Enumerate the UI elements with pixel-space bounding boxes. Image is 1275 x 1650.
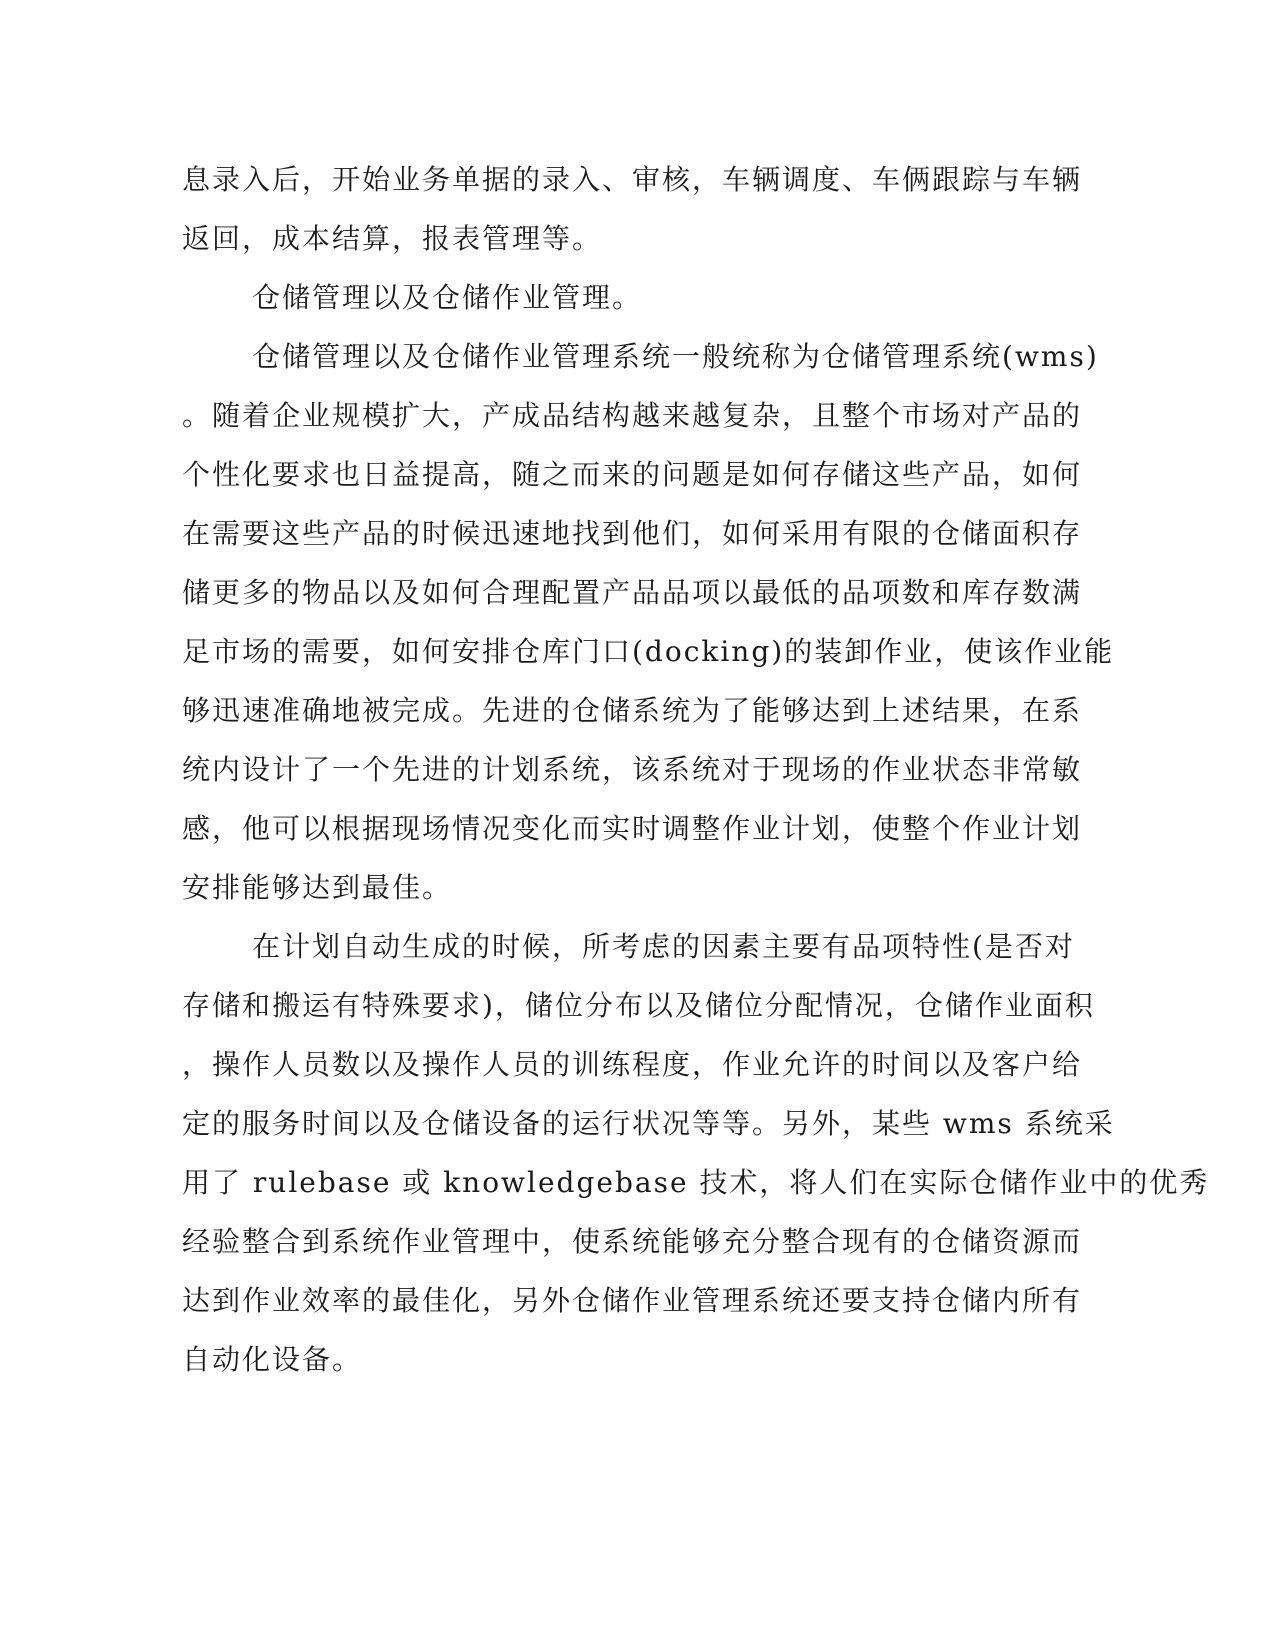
paragraph-first-line: 在计划自动生成的时候，所考虑的因素主要有品项特性(是否对 — [252, 930, 1075, 963]
text-line: 存储和搬运有特殊要求)，储位分布以及储位分配情况，仓储作业面积 — [182, 989, 1095, 1022]
text-line: 个性化要求也日益提高，随之而来的问题是如何存储这些产品，如何 — [182, 458, 1083, 491]
text-line: 自动化设备。 — [182, 1343, 363, 1376]
text-line: 储更多的物品以及如何合理配置产品品项以最低的品项数和库存数满 — [182, 576, 1083, 609]
text-line: 。随着企业规模扩大，产成品结构越来越复杂，且整个市场对产品的 — [182, 399, 1083, 432]
section-heading: 仓储管理以及仓储作业管理。 — [252, 281, 643, 314]
text-line: 返回，成本结算，报表管理等。 — [182, 222, 603, 255]
text-line: 在需要这些产品的时候迅速地找到他们，如何采用有限的仓储面积存 — [182, 517, 1083, 550]
text-line: 经验整合到系统作业管理中，使系统能够充分整合现有的仓储资源而 — [182, 1225, 1083, 1258]
text-line: 够迅速准确地被完成。先进的仓储系统为了能够达到上述结果，在系 — [182, 694, 1083, 727]
text-line: 统内设计了一个先进的计划系统，该系统对于现场的作业状态非常敏 — [182, 753, 1083, 786]
text-line: ，操作人员数以及操作人员的训练程度，作业允许的时间以及客户给 — [182, 1048, 1083, 1081]
text-line: 用了 rulebase 或 knowledgebase 技术，将人们在实际仓储作业中的优秀 — [182, 1166, 1210, 1199]
paragraph-first-line: 仓储管理以及仓储作业管理系统一般统称为仓储管理系统(wms) — [252, 340, 1099, 373]
text-line: 达到作业效率的最佳化，另外仓储作业管理系统还要支持仓储内所有 — [182, 1284, 1083, 1317]
text-line: 足市场的需要，如何安排仓库门口(docking)的装卸作业，使该作业能 — [182, 635, 1115, 668]
text-line: 息录入后，开始业务单据的录入、审核，车辆调度、车俩跟踪与车辆 — [182, 163, 1083, 196]
text-line: 安排能够达到最佳。 — [182, 871, 453, 904]
text-line: 定的服务时间以及仓储设备的运行状况等等。另外，某些 wms 系统采 — [182, 1107, 1115, 1140]
text-line: 感，他可以根据现场情况变化而实时调整作业计划，使整个作业计划 — [182, 812, 1083, 845]
